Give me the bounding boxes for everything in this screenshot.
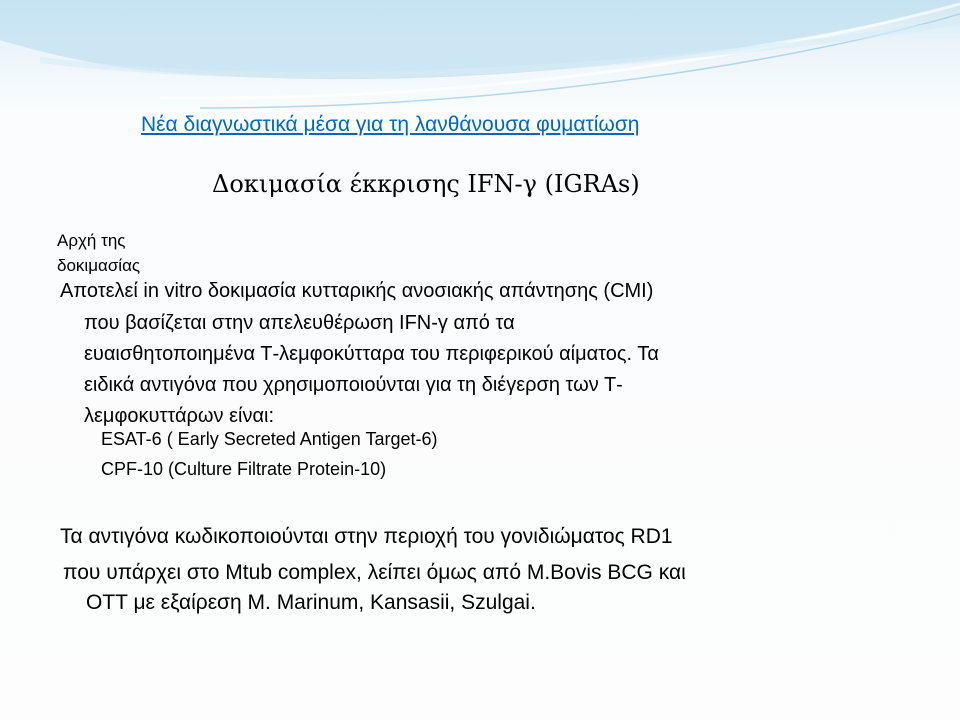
description-line: λεμφοκυττάρων είναι:	[84, 405, 275, 427]
slide-subtitle: Δοκιμασία έκκρισης IFN-γ (IGRAs)	[212, 170, 640, 198]
description-line: ειδικά αντιγόνα που χρησιμοποιούνται για τη διέγερση των Τ-	[84, 374, 623, 396]
slide-title: Νέα διαγνωστικά μέσα για τη λανθάνουσα φυματίωση	[141, 113, 640, 136]
conclusion-line: Τα αντιγόνα κωδικοποιούνται στην περιοχή του γονιδιώματος RD1	[60, 525, 673, 548]
description-line: που βασίζεται στην απελευθέρωση IFN-γ από τα	[84, 312, 515, 334]
conclusion-line: που υπάρχει στο Mtub complex, λείπει όμως από M.Bovis BCG και	[63, 561, 686, 584]
background-swoosh	[0, 0, 960, 120]
description-line: Αποτελεί in vitro δοκιμασία κυτταρικής ανοσιακής απάντησης (CMI)	[60, 280, 654, 302]
antigen-item-esat6: ESAT-6 ( Early Secreted Antigen Target-6)	[101, 429, 438, 449]
description-line: ευαισθητοποιημένα Τ-λεμφοκύτταρα του περιφερικού αίματος. Τα	[84, 343, 659, 365]
principle-label: Αρχή της δοκιμασίας	[57, 231, 141, 275]
antigen-item-cfp10: CPF-10 (Culture Filtrate Protein-10)	[101, 459, 387, 479]
conclusion-line: OTT με εξαίρεση M. Marinum, Kansasii, Szulgai.	[86, 591, 536, 614]
